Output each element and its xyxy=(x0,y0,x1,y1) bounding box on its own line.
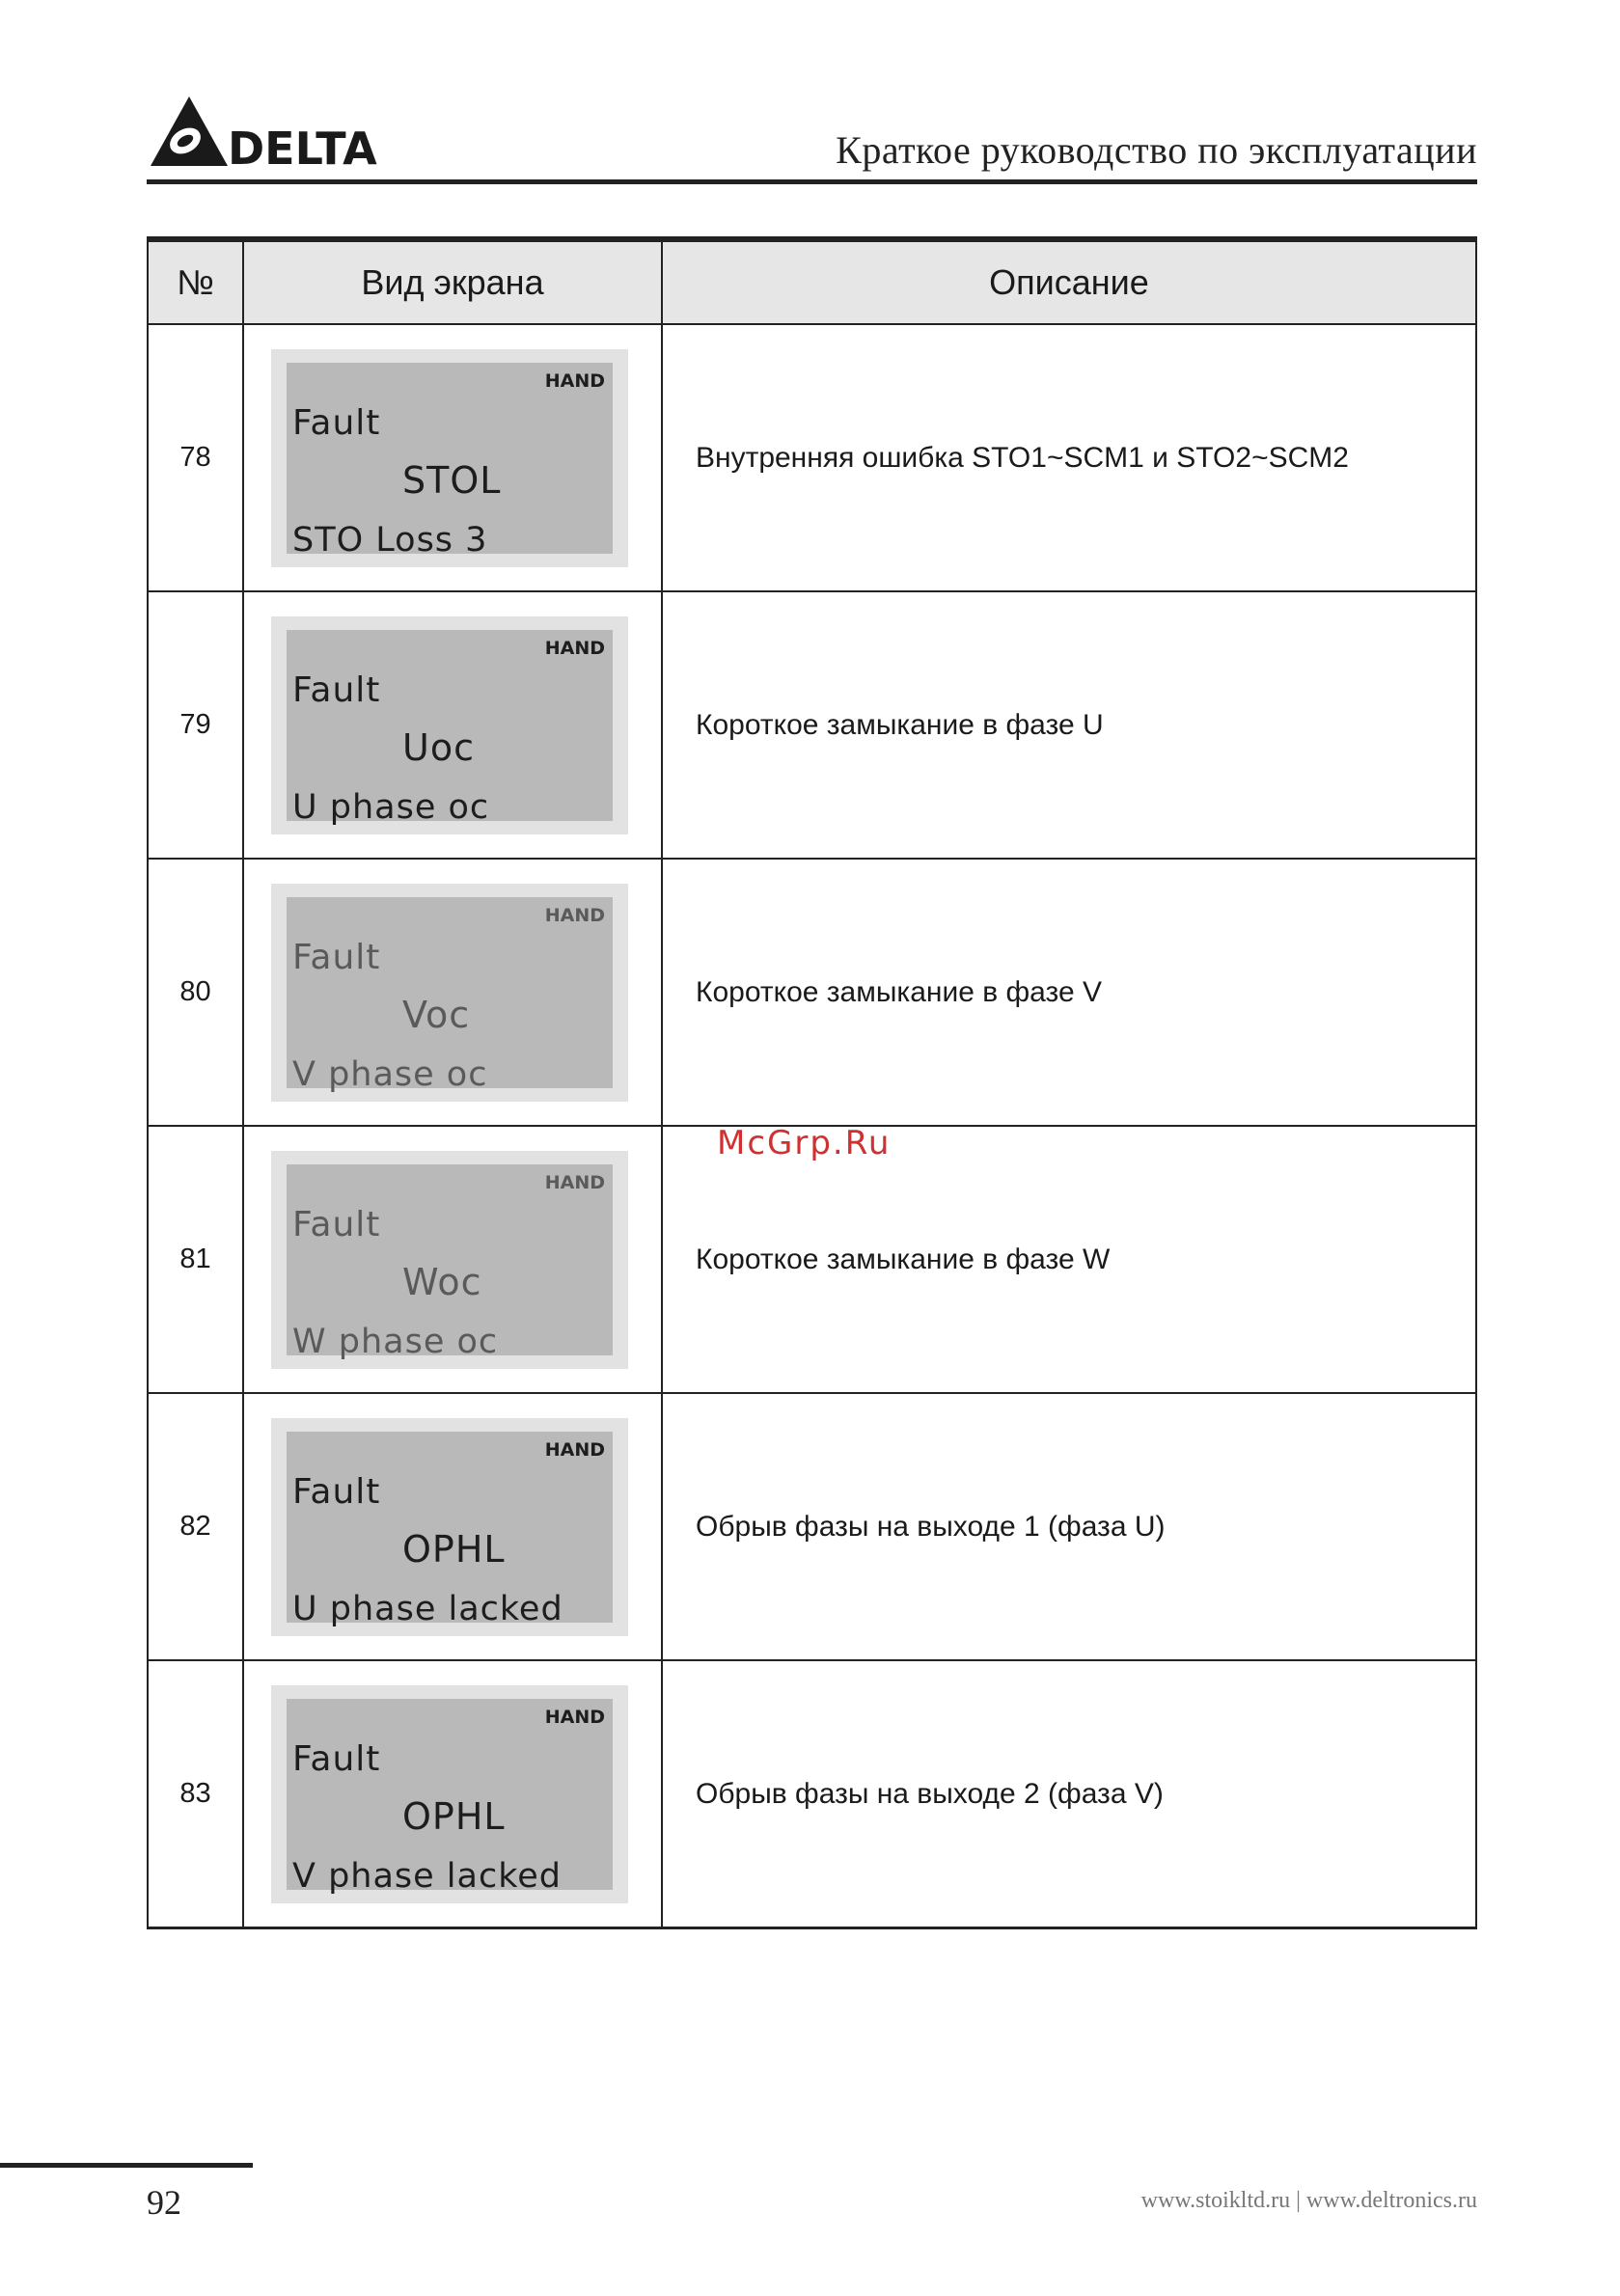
lcd-display xyxy=(271,1418,628,1636)
lcd-hand-indicator: HAND xyxy=(544,1171,605,1193)
lcd-fault-label: Fault xyxy=(292,670,381,710)
lcd-fault-code: Voc xyxy=(402,993,471,1036)
lcd-fault-message: W phase oc xyxy=(292,1322,499,1361)
row-number: 78 xyxy=(148,324,243,591)
table-row xyxy=(148,1393,1476,1660)
lcd-fault-label: Fault xyxy=(292,1738,381,1779)
table-header-row xyxy=(148,239,1476,324)
lcd-fault-label: Fault xyxy=(292,1204,381,1244)
table-row xyxy=(148,1126,1476,1393)
table-row xyxy=(148,324,1476,591)
lcd-hand-indicator: HAND xyxy=(544,637,605,659)
lcd-hand-indicator: HAND xyxy=(544,369,605,392)
lcd-fault-message: V phase lacked xyxy=(292,1856,562,1896)
lcd-fault-code: Uoc xyxy=(402,725,475,769)
footer-links: www.stoikltd.ru | www.deltronics.ru xyxy=(1140,2188,1477,2213)
lcd-display xyxy=(271,616,628,834)
row-number: 82 xyxy=(148,1393,243,1660)
lcd-fault-message: U phase lacked xyxy=(292,1589,563,1628)
watermark-link[interactable]: McGrp.Ru xyxy=(717,1124,892,1162)
delta-logo xyxy=(147,93,378,170)
lcd-display xyxy=(271,884,628,1102)
table-row xyxy=(148,591,1476,859)
screen-cell xyxy=(243,859,662,1126)
table-row xyxy=(148,859,1476,1126)
row-description: Короткое замыкание в фазе V xyxy=(662,859,1476,1126)
lcd-fault-message: V phase oc xyxy=(292,1054,488,1094)
lcd-hand-indicator: HAND xyxy=(544,1438,605,1461)
document-title: Краткое руководство по эксплуатации xyxy=(836,128,1477,172)
lcd-fault-label: Fault xyxy=(292,402,381,443)
lcd-fault-code: STOL xyxy=(402,458,502,502)
fault-codes-table xyxy=(147,236,1477,1929)
lcd-display xyxy=(271,349,628,567)
lcd-fault-code: OPHL xyxy=(402,1527,506,1571)
row-description: Обрыв фазы на выходе 1 (фаза U) xyxy=(662,1393,1476,1660)
lcd-fault-code: Woc xyxy=(402,1260,482,1303)
row-number: 81 xyxy=(148,1126,243,1393)
row-number: 79 xyxy=(148,591,243,859)
row-description: Короткое замыкание в фазе W xyxy=(662,1126,1476,1393)
header-no: № xyxy=(148,239,243,324)
screen-cell xyxy=(243,1393,662,1660)
table-row xyxy=(148,1660,1476,1928)
screen-cell xyxy=(243,324,662,591)
lcd-fault-message: STO Loss 3 xyxy=(292,520,488,560)
page-number: 92 xyxy=(147,2183,181,2222)
screen-cell xyxy=(243,591,662,859)
lcd-hand-indicator: HAND xyxy=(544,1706,605,1728)
row-number: 80 xyxy=(148,859,243,1126)
footer-rule xyxy=(0,2163,253,2168)
logo-text: DELTA xyxy=(228,123,377,170)
lcd-fault-label: Fault xyxy=(292,1471,381,1512)
header-description: Описание xyxy=(662,239,1476,324)
lcd-fault-code: OPHL xyxy=(402,1794,506,1838)
row-description: Короткое замыкание в фазе U xyxy=(662,591,1476,859)
lcd-fault-label: Fault xyxy=(292,937,381,977)
lcd-fault-message: U phase oc xyxy=(292,787,490,827)
header-screen: Вид экрана xyxy=(243,239,662,324)
row-description: Внутренняя ошибка STO1~SCM1 и STO2~SCM2 xyxy=(662,324,1476,591)
lcd-display xyxy=(271,1685,628,1903)
lcd-hand-indicator: HAND xyxy=(544,904,605,926)
lcd-display xyxy=(271,1151,628,1369)
header-rule xyxy=(147,179,1477,184)
row-description: Обрыв фазы на выходе 2 (фаза V) xyxy=(662,1660,1476,1928)
row-number: 83 xyxy=(148,1660,243,1928)
screen-cell xyxy=(243,1660,662,1928)
screen-cell xyxy=(243,1126,662,1393)
